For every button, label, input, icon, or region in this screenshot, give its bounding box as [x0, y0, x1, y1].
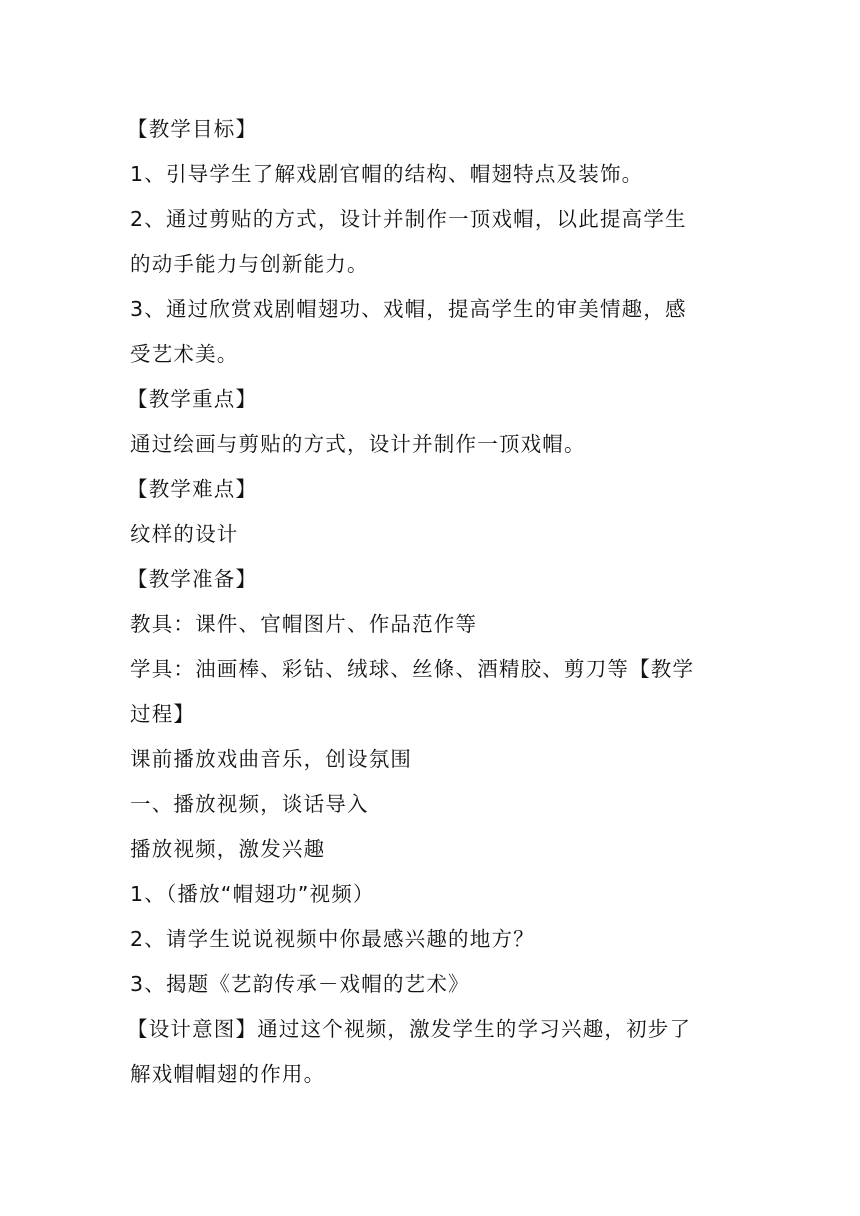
paragraph-line: 1、引导学生了解戏剧官帽的结构、帽翅特点及装饰。 [130, 162, 644, 186]
paragraph-line: 受艺术美。 [130, 342, 239, 366]
paragraph-line: 2、请学生说说视频中你最感兴趣的地方？ [130, 927, 535, 951]
paragraph-line: 2、通过剪贴的方式，设计并制作一顶戏帽，以此提高学生 [130, 207, 687, 231]
paragraph-line: 纹样的设计 [130, 522, 239, 546]
paragraph-line: 教具：课件、官帽图片、作品范作等 [130, 612, 478, 636]
section-heading-preparation: 【教学准备】 [127, 567, 258, 591]
section-heading-key-points: 【教学重点】 [127, 387, 258, 411]
paragraph-line: 学具：油画棒、彩钻、绒球、丝條、酒精胶、剪刀等【教学 [130, 657, 695, 681]
document-body [127, 107, 736, 1097]
paragraph-line: 通过绘画与剪贴的方式，设计并制作一顶戏帽。 [130, 432, 586, 456]
paragraph-line: 播放视频，激发兴趣 [130, 837, 326, 861]
section-heading-difficulties: 【教学难点】 [127, 477, 258, 501]
paragraph-line: 1、（播放“帽翅功”视频） [130, 882, 375, 906]
paragraph-line: 3、通过欣赏戏剧帽翅功、戏帽，提高学生的审美情趣，感 [130, 297, 687, 321]
paragraph-line: 的动手能力与创新能力。 [130, 252, 369, 276]
paragraph-line: 一、播放视频，谈话导入 [130, 792, 369, 816]
paragraph-line: 3、揭题《艺韵传承－戏帽的艺术》 [130, 972, 470, 996]
paragraph-line-design-intent: 【设计意图】通过这个视频，激发学生的学习兴趣，初步了 [127, 1017, 692, 1041]
paragraph-line: 解戏帽帽翅的作用。 [130, 1062, 326, 1086]
paragraph-line: 课前播放戏曲音乐，创设氛围 [130, 747, 413, 771]
paragraph-line: 过程】 [130, 702, 196, 726]
section-heading-teaching-goals: 【教学目标】 [127, 117, 258, 141]
